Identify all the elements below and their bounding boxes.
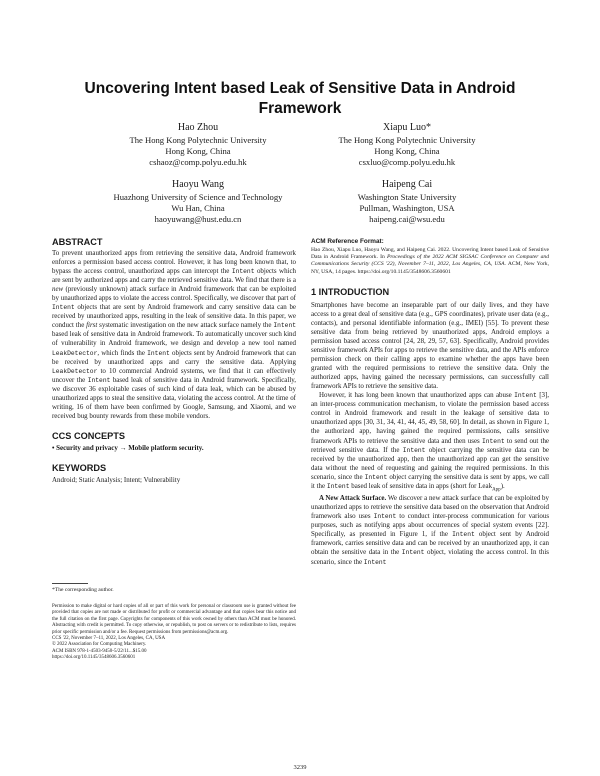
page-number: 3239	[293, 764, 307, 771]
acm-reference-heading: ACM Reference Format:	[311, 238, 384, 245]
paper-title: Uncovering Intent based Leak of Sensitive Data in Android Framework	[84, 80, 516, 117]
author-affiliation: The Hong Kong Polytechnic University	[129, 135, 267, 145]
author-name: Xiapu Luo*	[382, 122, 432, 133]
author-name: Haipeng Cai	[381, 179, 433, 190]
isbn-line: ACM ISBN 978-1-4503-9450-5/22/11...$15.00	[52, 648, 147, 654]
footnote-rule	[52, 583, 88, 584]
intro-body	[311, 301, 549, 567]
ccs-heading: CCS CONCEPTS	[52, 430, 125, 441]
ccs-concepts: • Security and privacy → Mobile platform security.	[52, 443, 204, 452]
author-email[interactable]: haipeng.cai@wsu.edu	[369, 214, 445, 225]
author-name: Hao Zhou	[177, 122, 219, 133]
left-column	[52, 236, 296, 485]
right-column	[311, 238, 549, 567]
author-affiliation: Huazhong University of Science and Technology	[113, 192, 283, 202]
conference-line: CCS '22, November 7–11, 2022, Los Angeles, CA, USA	[52, 636, 166, 642]
author-location: Pullman, Washington, USA	[359, 203, 455, 214]
intro-paragraph-2: However, it has long been known that unauthorized apps can abuse Intent [3], an inter-process communication mechanism, to violate the permission based access control in Android framework and result in the leakage of sensitive data to unauthorized apps [30, 31, 34, 41, 44, 45, 49, 58, 60]. In detail, as shown in Figure 1, the authorized app, having gained the required permissions, calls sensitive framework APIs to retrieve the sensitive data and then uses Intent to send out the retrieved sensitive data. If the Intent object carrying the sensitive data can be received by the unauthorized app, then the unauthorized app can get the sensitive data without the need of requesting and gaining the required permissions. In this scenario, since the Intent object carrying the sensitive data is sent by apps, we call it the Intent based leak of sensitive data in apps (short for Leak$_{App}$).	[311, 391, 550, 493]
abstract-body: To prevent unauthorized apps from retrieving the sensitive data, Android framework enforces a permission based access control. However, it has long been known that, to bypass the access control, unauthorized apps can intercept the Intent objects which are sent by authorized apps and carry the retrieved sensitive data. We find that there is a new (previously unknown) attack surface in Android framework that can be exploited by unauthorized apps to violate the access control. Specifically, we discover that part of Intent objects that are sent by Android framework and carry sensitive data can be received by unauthorized apps, resulting in the leak of sensitive data. In this paper, we conduct the first systematic investigation on the new attack surface namely the Intent based leak of sensitive data in Android framework. To automatically uncover such kind of vulnerability in Android framework, we design and develop a new tool named LeakDetector, which finds the Intent objects sent by Android framework that can be received by unauthorized apps and carry the sensitive data. Applying LeakDetector to 10 commercial Android systems, we find that it can effectively uncover the Intent based leak of sensitive data in Android framework. Specifically, we discover 36 exploitable cases of such kind of data leak, which can be abused by unauthorized apps to steal the sensitive data, violating the access control. At the time of writing, 16 of them have been confirmed by Google, Samsung, and Xiaomi, and we received bug bounty rewards from these mobile vendors.	[52, 249, 297, 420]
abstract-heading: ABSTRACT	[52, 237, 103, 247]
author-email[interactable]: haoyuwang@hust.edu.cn	[154, 214, 242, 225]
author-email[interactable]: cshaoz@comp.polyu.edu.hk	[149, 157, 247, 168]
acm-reference-text: Hao Zhou, Xiapu Luo, Haoyu Wang, and Haipeng Cai. 2022. Uncovering Intent based Leak of Sensitive Data in Android Framework. In Proceedings of the 2022 ACM SIGSAC Conference on Computer and Communications Security (CCS '22), November 7–11, 2022, Los Angeles, CA, USA. ACM, New York, NY, USA, 14 pages. https://doi.org/10.1145/3548606.3560601	[311, 247, 550, 275]
intro-paragraph-1: Smartphones have become an inseparable part of our daily lives, and they have access to a great deal of sensitive data (e.g., GPS coordinates), private user data (e.g., contacts), and personal identifiable information (e.g., IMEI) [55]. To prevent these sensitive data from being retrieved by unauthorized apps, Android employs a permission based access control [24, 28, 29, 57, 63]. Specifically, Android provides sensitive framework APIs for apps to retrieve the sensitive data, and the APIs enforce permission check on their calling apps to examine whether the apps have been granted with the required permissions to retrieve the sensitive data. Only the authorized apps, having gained the necessary permissions, can successfully call framework APIs to retrieve the sensitive data.	[311, 300, 549, 391]
author-block-1	[78, 122, 318, 169]
keywords-list: Android; Static Analysis; Intent; Vulnerability	[52, 475, 181, 484]
keywords-heading: KEYWORDS	[52, 462, 107, 473]
author-block-3	[78, 179, 318, 226]
author-block-2	[287, 122, 527, 169]
author-location: Hong Kong, China	[374, 146, 440, 157]
author-affiliation: The Hong Kong Polytechnic University	[338, 135, 476, 145]
intro-paragraph-3: A New Attack Surface. We discover a new attack surface that can be exploited by unauthorized apps to retrieve the sensitive data based on the observation that Android framework also uses Intent to conduct inter-process communication for various purposes, such as notifying apps about occurrences of special system events [22]. Specifically, as presented in Figure 1, if the Intent object sent by Android framework, carries sensitive data and can be received by an unauthorized app, it can obtain the sensitive data in the Intent object, violating the access control. In this scenario, since the Intent	[311, 494, 550, 566]
permission-notice: Permission to make digital or hard copies of all or part of this work for personal or classroom use is granted without fee provided that copies are not made or distributed for profit or commercial advantage and that copies bear this notice and the full citation on the first page. Copyrights for components of this work owned by others than ACM must be honored. Abstracting with credit is permitted. To copy otherwise, or republish, to post on servers or to redistribute to lists, requires prior specific permission and/or a fee. Request permissions from permissions@acm.org.	[52, 604, 296, 635]
doi-link[interactable]: https://doi.org/10.1145/3548606.3560601	[52, 655, 136, 661]
author-affiliation: Washington State University	[357, 192, 457, 202]
copyright-line: © 2022 Association for Computing Machinery.	[52, 642, 147, 648]
author-location: Hong Kong, China	[165, 146, 231, 157]
author-name: Haoyu Wang	[171, 179, 225, 190]
author-block-4	[287, 179, 527, 226]
author-email[interactable]: csxluo@comp.polyu.edu.hk	[358, 157, 456, 168]
intro-heading: 1 INTRODUCTION	[311, 286, 390, 297]
footnote: *The corresponding author.	[52, 587, 114, 593]
permission-block	[52, 604, 296, 662]
author-location: Wu Han, China	[171, 203, 225, 214]
